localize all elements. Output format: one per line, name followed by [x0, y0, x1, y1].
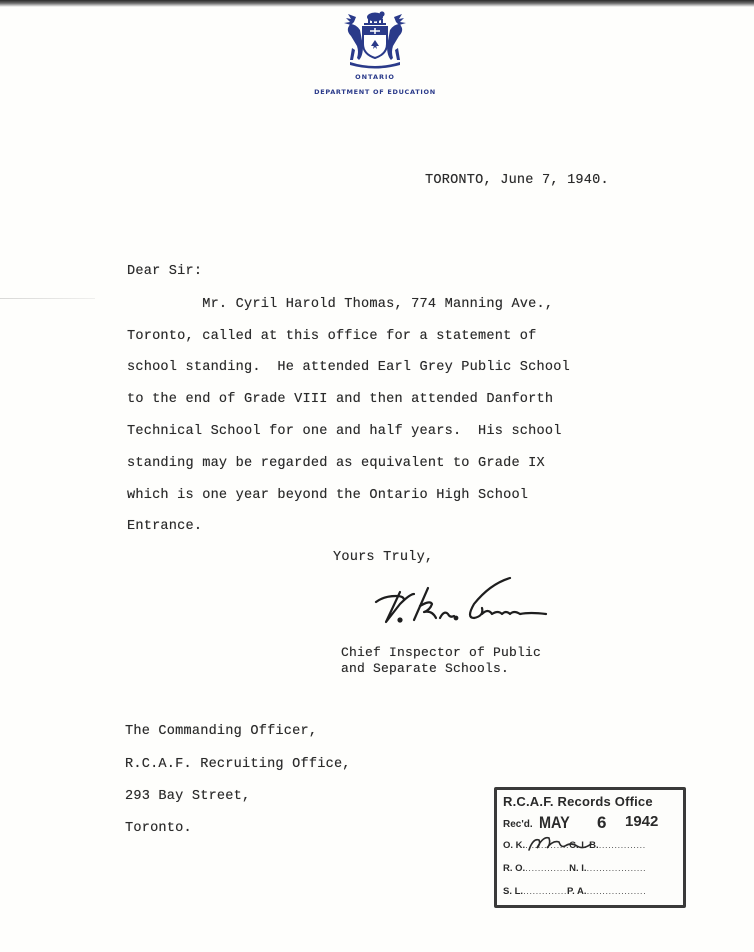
letterhead-province: ONTARIO [355, 73, 395, 81]
body-line: school standing. He attended Earl Grey Public School [127, 360, 570, 375]
closing: Yours Truly, [333, 550, 434, 565]
recipient-line: R.C.A.F. Recruiting Office, [125, 757, 351, 772]
stamp-year: 1942 [625, 813, 659, 830]
stamp-month: MAY [539, 813, 570, 832]
body-line: Technical School for one and half years. His school [127, 424, 562, 439]
recipient-line: 293 Bay Street, [125, 789, 251, 804]
letterhead-department: DEPARTMENT OF EDUCATION [314, 88, 436, 96]
recipient-line: Toronto. [125, 821, 192, 836]
stamp-field-label: S. L. [503, 886, 524, 897]
handwritten-signature-icon [370, 574, 550, 630]
stamp-field-dots: ................... [586, 886, 647, 897]
paper-fold-mark [0, 298, 95, 299]
body-line: Entrance. [127, 519, 203, 534]
body-line: to the end of Grade VIII and then attended Danforth [127, 392, 554, 407]
stamp-received-label: Rec'd. [503, 819, 533, 830]
stamp-field-label: P. A. [567, 886, 587, 897]
stamp-day: 6 [597, 813, 607, 832]
stamp-field-dots: ................... [586, 863, 647, 874]
stamp-title: R.C.A.F. Records Office [503, 794, 653, 809]
stamp-row-ro [503, 863, 681, 874]
ontario-coat-of-arms-icon [336, 8, 414, 70]
stamp-field-dots: .............. [523, 886, 568, 897]
dateline: TORONTO, June 7, 1940. [425, 173, 609, 188]
body-line: standing may be regarded as equivalent to Grade IX [127, 456, 545, 471]
signatory-title-line: and Separate Schools. [341, 661, 510, 676]
body-line: Toronto, called at this office for a statement of [127, 329, 537, 344]
body-line: which is one year beyond the Ontario High School [127, 488, 529, 503]
stamp-field-dots: .............. [525, 840, 570, 851]
body-line: Mr. Cyril Harold Thomas, 774 Manning Ave., [127, 297, 554, 312]
salutation: Dear Sir: [127, 264, 203, 279]
stamp-field-label: N. I. [569, 863, 587, 874]
letterhead [295, 8, 455, 96]
stamp-field-dots: ............... [598, 840, 646, 851]
stamp-field-label: O. K. [503, 840, 526, 851]
signatory-title-line: Chief Inspector of Public [341, 645, 542, 660]
handwritten-initials-icon [525, 834, 595, 854]
recipient-line: The Commanding Officer, [125, 724, 318, 739]
received-stamp [494, 787, 686, 908]
scan-edge-shadow [0, 0, 754, 7]
stamp-field-label: R. O. [503, 863, 526, 874]
stamp-field-label: C. I. B. [569, 840, 599, 851]
stamp-row-sl [503, 886, 681, 897]
stamp-field-dots: .............. [525, 863, 570, 874]
